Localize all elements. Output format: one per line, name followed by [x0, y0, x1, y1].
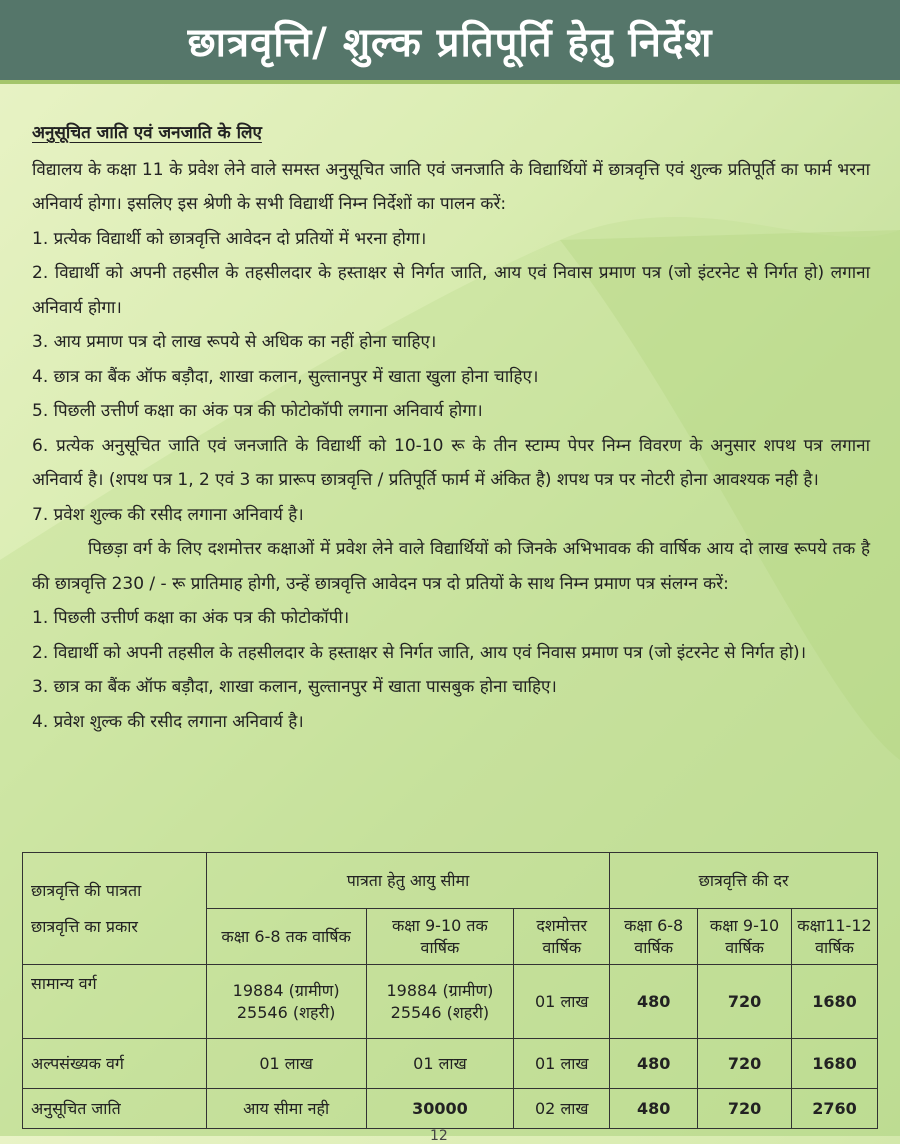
- cell: 720: [698, 1089, 792, 1129]
- point-2: 2. विद्यार्थी को अपनी तहसील के तहसीलदार के हस्ताक्षर से निर्गत जाति, आय एवं निवास प्रमाण पत्र (जो इंटरनेट से निर्गत हो) लगाना अनिवार्य होगा।: [32, 263, 870, 318]
- page-number: 12: [430, 1128, 448, 1144]
- point-3: 3. आय प्रमाण पत्र दो लाख रूपये से अधिक का नहीं होना चाहिए।: [32, 332, 437, 352]
- point-4: 4. छात्र का बैंक ऑफ बड़ौदा, शाखा कलान, सुल्तानपुर में खाता खुला होना चाहिए।: [32, 366, 539, 387]
- section-heading: अनुसूचित जाति एवं जनजाति के लिए: [32, 123, 262, 143]
- sub-header: कक्षा 9-10 वार्षिक: [698, 909, 792, 965]
- point-1: 1. प्रत्येक विद्यार्थी को छात्रवृत्ति आवेदन दो प्रतियों में भरना होगा।: [32, 228, 427, 249]
- instructions-body: [32, 116, 870, 739]
- cell: 1680: [792, 965, 878, 1039]
- page-title: छात्रवृत्ति/ शुल्क प्रतिपूर्ति हेतु निर्देश: [187, 19, 713, 66]
- cell: आय सीमा नही: [206, 1089, 366, 1129]
- obc-point-1: 1. पिछली उत्तीर्ण कक्षा का अंक पत्र की फोटोकॉपी।: [32, 608, 350, 628]
- cell: 02 लाख: [514, 1089, 610, 1129]
- point-7: 7. प्रवेश शुल्क की रसीद लगाना अनिवार्य है।: [32, 504, 304, 525]
- cell: 01 लाख: [514, 965, 610, 1039]
- obc-point-2: 2. विद्यार्थी को अपनी तहसील के तहसीलदार के हस्ताक्षर से निर्गत जाति, आय एवं निवास प्रमाण पत्र (जो इंटरनेट से निर्गत हो)।: [32, 642, 807, 663]
- intro-paragraph: विद्यालय के कक्षा 11 के प्रवेश लेने वाले समस्त अनुसूचित जाति एवं जनजाति के विद्यार्थियों में छात्रवृत्ति एवं शुल्क प्रतिपूर्ति का फार्म भरना अनिवार्य होगा। इसलिए इस श्रेणी के सभी विद्यार्थी निम्न निर्देशों का पालन करें:: [32, 159, 870, 214]
- row-category: सामान्य वर्ग: [23, 965, 207, 1039]
- table-row: [23, 965, 878, 1039]
- sub-header: दशमोत्तर वार्षिक: [514, 909, 610, 965]
- scholarship-table: [22, 852, 878, 1129]
- cell: 30000: [366, 1089, 514, 1129]
- cell: 720: [698, 965, 792, 1039]
- page-header: [0, 0, 900, 84]
- table-row: [23, 1089, 878, 1129]
- cell: 2760: [792, 1089, 878, 1129]
- cell: 1680: [792, 1039, 878, 1089]
- rate-group-header: छात्रवृत्ति की दर: [610, 853, 878, 909]
- cell: 01 लाख: [366, 1039, 514, 1089]
- cell: 720: [698, 1039, 792, 1089]
- cell: 19884 (ग्रामीण) 25546 (शहरी): [366, 965, 514, 1039]
- corner-line-1: छात्रवृत्ति की पात्रता: [31, 880, 142, 900]
- obc-point-4: 4. प्रवेश शुल्क की रसीद लगाना अनिवार्य है।: [32, 711, 304, 732]
- age-limit-group-header: पात्रता हेतु आयु सीमा: [206, 853, 609, 909]
- sub-header: कक्षा11-12 वार्षिक: [792, 909, 878, 965]
- cell: 01 लाख: [206, 1039, 366, 1089]
- cell: 19884 (ग्रामीण) 25546 (शहरी): [206, 965, 366, 1039]
- row-category: अल्पसंख्यक वर्ग: [23, 1039, 207, 1089]
- cell: 480: [610, 1089, 698, 1129]
- sub-header: कक्षा 9-10 तक वार्षिक: [366, 909, 514, 965]
- cell: 01 लाख: [514, 1039, 610, 1089]
- table-row: [23, 1039, 878, 1089]
- obc-intro-paragraph: पिछड़ा वर्ग के लिए दशमोत्तर कक्षाओं में प्रवेश लेने वाले विद्यार्थियों को जिनके अभिभावक की वार्षिक आय दो लाख रूपये तक है की छात्रवृत्ति 230 / - रू प्रातिमाह होगी, उन्हें छात्रवृत्ति आवेदन पत्र दो प्रतियों के साथ निम्न प्रमाण पत्र संलग्न करें:: [32, 539, 870, 594]
- corner-line-2: छात्रवृत्ति का प्रकार: [31, 916, 138, 936]
- row-category: अनुसूचित जाति: [23, 1089, 207, 1129]
- point-6: 6. प्रत्येक अनुसूचित जाति एवं जनजाति के विद्यार्थी को 10-10 रू के तीन स्टाम्प पेपर निम्न विवरण के अनुसार शपथ पत्र लगाना अनिवार्य है। (शपथ पत्र 1, 2 एवं 3 का प्रारूप छात्रवृत्ति / प्रतिपूर्ति फार्म में अंकित है) शपथ पत्र पर नोटरी होना आवश्यक नही है।: [32, 435, 870, 490]
- point-5: 5. पिछली उत्तीर्ण कक्षा का अंक पत्र की फोटोकॉपी लगाना अनिवार्य होगा।: [32, 401, 483, 421]
- sub-header: कक्षा 6-8 तक वार्षिक: [206, 909, 366, 965]
- sub-header: कक्षा 6-8 वार्षिक: [610, 909, 698, 965]
- table-corner-header: [23, 853, 207, 965]
- obc-point-3: 3. छात्र का बैंक ऑफ बड़ौदा, शाखा कलान, सुल्तानपुर में खाता पासबुक होना चाहिए।: [32, 677, 557, 697]
- cell: 480: [610, 965, 698, 1039]
- cell: 480: [610, 1039, 698, 1089]
